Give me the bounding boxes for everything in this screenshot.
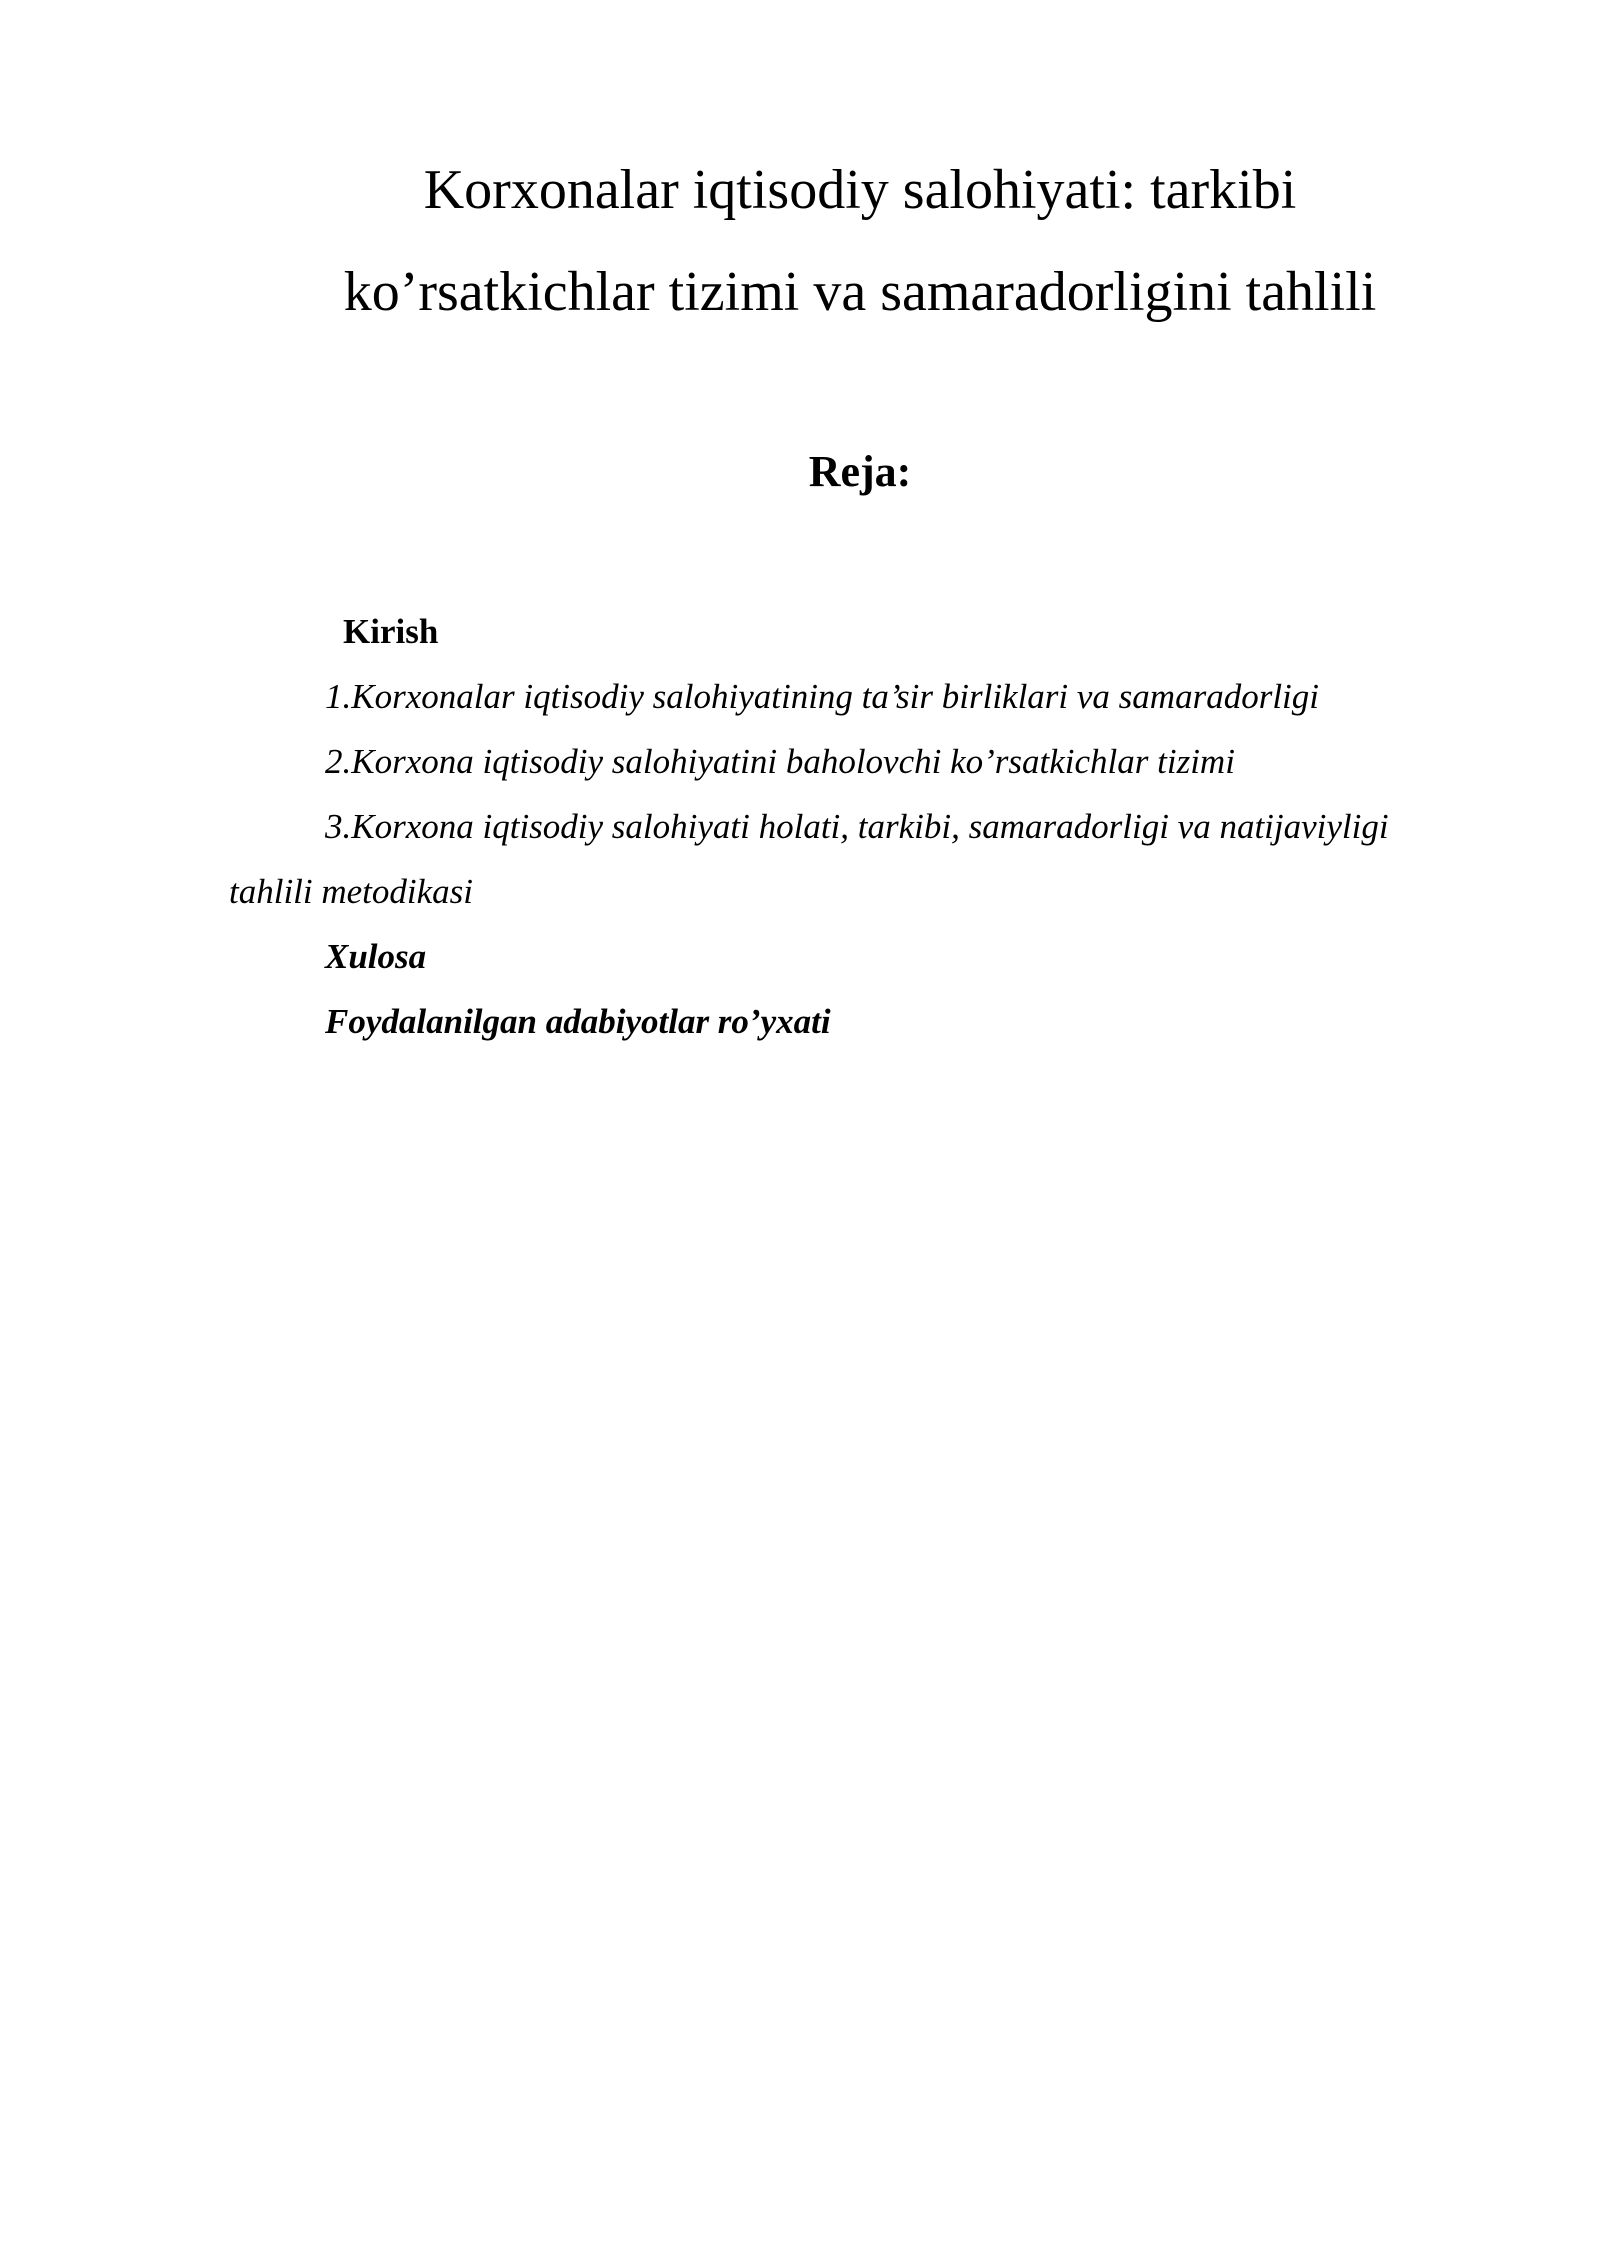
plan-item-2: 2.Korxona iqtisodiy salohiyatini baholovchi ko’rsatkichlar tizimi <box>325 742 1235 781</box>
document-title-line-2: ko’rsatkichlar tizimi va samaradorligini tahlili <box>343 261 1377 323</box>
document-title-line-1: Korxonalar iqtisodiy salohiyati: tarkibi <box>423 159 1297 221</box>
plan-item-1: 1.Korxonalar iqtisodiy salohiyatining ta’sir birliklari va samaradorligi <box>325 677 1319 716</box>
plan-item-3-line-1: 3.Korxona iqtisodiy salohiyati holati, tarkibi, samaradorligi va natijaviyligi <box>325 807 1389 846</box>
plan-heading: Reja: <box>808 447 912 496</box>
plan-item-3-line-2: tahlili metodikasi <box>229 872 474 911</box>
plan-item-conclusion: Xulosa <box>325 937 427 976</box>
plan-item-references: Foydalanilgan adabiyotlar ro’yxati <box>325 1002 831 1041</box>
plan-item-intro: Kirish <box>343 612 439 651</box>
